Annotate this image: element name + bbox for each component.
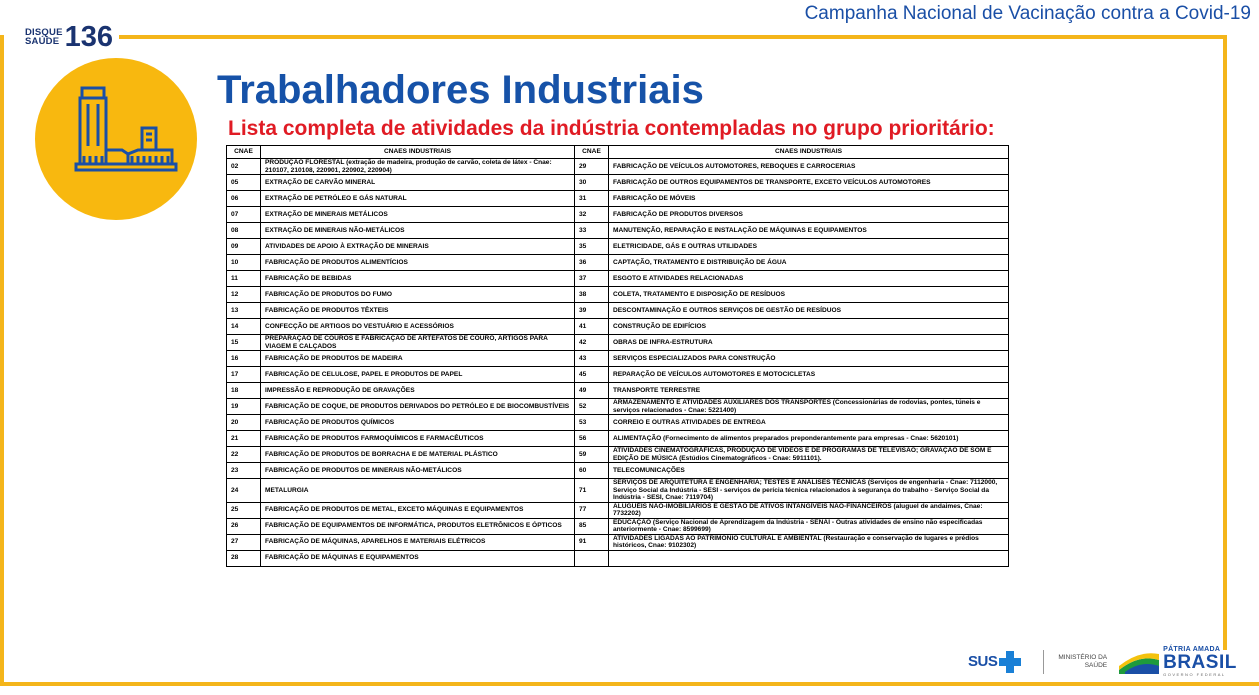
cnae-desc-right: ATIVIDADES LIGADAS AO PATRIMÔNIO CULTURAL E AMBIENTAL (Restauração e conservação de lugares e prédios históricos, Cnae: 9102302)	[609, 534, 1009, 550]
cnae-code-right: 36	[575, 255, 609, 271]
cnae-code-right: 52	[575, 399, 609, 415]
cnae-desc-right: ARMAZENAMENTO E ATIVIDADES AUXILIARES DOS TRANSPORTES (Concessionárias de rodovias, pontes, túneis e serviços relacionados - Cnae: 5221400)	[609, 399, 1009, 415]
header-cnaes-right: CNAES INDUSTRIAIS	[609, 146, 1009, 159]
logo-number: 136	[64, 21, 114, 53]
cnae-code-left: 26	[227, 518, 261, 534]
ministerio-line1: MINISTÉRIO DA	[1058, 653, 1108, 661]
cnae-code-left: 23	[227, 463, 261, 479]
cnae-code-left: 16	[227, 351, 261, 367]
cnae-desc-right	[609, 550, 1009, 566]
table-row	[227, 175, 1009, 191]
cnae-desc-right: REPARAÇÃO DE VEÍCULOS AUTOMOTORES E MOTOCICLETAS	[609, 367, 1009, 383]
cnae-desc-left: IMPRESSÃO E REPRODUÇÃO DE GRAVAÇÕES	[261, 383, 575, 399]
brasil-text: BRASIL	[1163, 652, 1237, 673]
table-row	[227, 223, 1009, 239]
cnae-desc-left: FABRICAÇÃO DE COQUE, DE PRODUTOS DERIVADOS DO PETRÓLEO E DE BIOCOMBUSTÍVEIS	[261, 399, 575, 415]
cnae-code-right: 43	[575, 351, 609, 367]
cnae-desc-left: FABRICAÇÃO DE EQUIPAMENTOS DE INFORMÁTICA, PRODUTOS ELETRÔNICOS E ÓPTICOS	[261, 518, 575, 534]
cnae-code-left: 14	[227, 319, 261, 335]
cnae-code-left: 24	[227, 479, 261, 503]
cnae-code-right: 30	[575, 175, 609, 191]
cnae-code-left: 20	[227, 415, 261, 431]
cnae-code-right: 77	[575, 502, 609, 518]
cnae-code-left: 02	[227, 159, 261, 175]
cnae-code-right: 49	[575, 383, 609, 399]
sus-logo	[968, 651, 1021, 673]
cnae-code-left: 27	[227, 534, 261, 550]
cnae-desc-left: CONFECÇÃO DE ARTIGOS DO VESTUÁRIO E ACESSÓRIOS	[261, 319, 575, 335]
cnae-code-right: 41	[575, 319, 609, 335]
cnae-code-left: 19	[227, 399, 261, 415]
cnae-code-right: 42	[575, 335, 609, 351]
cnae-code-left: 12	[227, 287, 261, 303]
disque-saude-logo	[25, 21, 119, 53]
cnae-desc-right: SERVIÇOS DE ARQUITETURA E ENGENHARIA; TESTES E ANÁLISES TÉCNICAS (Serviços de engenharia - Cnae: 7112000, Serviço Social da Indústria - SESI - serviços de perícia técnica relacionados à segurança do trabalho - Serviço Social da Indústria - SESI, Cnae: 7119704)	[609, 479, 1009, 503]
cnae-code-left: 07	[227, 207, 261, 223]
cnae-desc-left: FABRICAÇÃO DE CELULOSE, PAPEL E PRODUTOS DE PAPEL	[261, 367, 575, 383]
cnae-code-right: 32	[575, 207, 609, 223]
cnae-desc-left: EXTRAÇÃO DE PETRÓLEO E GÁS NATURAL	[261, 191, 575, 207]
frame-left-line	[0, 35, 4, 686]
table-row	[227, 255, 1009, 271]
cnae-code-right: 60	[575, 463, 609, 479]
table-row	[227, 415, 1009, 431]
governo-federal-text: GOVERNO FEDERAL	[1163, 672, 1226, 677]
cnae-code-right: 53	[575, 415, 609, 431]
patria-amada-text: PÁTRIA AMADA	[1163, 646, 1221, 653]
cnae-desc-left: FABRICAÇÃO DE PRODUTOS DE BORRACHA E DE MATERIAL PLÁSTICO	[261, 447, 575, 463]
cnae-desc-left: EXTRAÇÃO DE MINERAIS NÃO-METÁLICOS	[261, 223, 575, 239]
cnae-desc-left: FABRICAÇÃO DE PRODUTOS ALIMENTÍCIOS	[261, 255, 575, 271]
brasil-logo	[1119, 646, 1237, 677]
table-row	[227, 431, 1009, 447]
table-row	[227, 351, 1009, 367]
cnae-code-right: 56	[575, 431, 609, 447]
cnae-desc-right: TELECOMUNICAÇÕES	[609, 463, 1009, 479]
sus-text: SUS	[968, 653, 998, 670]
table-row	[227, 518, 1009, 534]
table-row	[227, 239, 1009, 255]
cnae-desc-right: FABRICAÇÃO DE MÓVEIS	[609, 191, 1009, 207]
cnae-code-right: 35	[575, 239, 609, 255]
cnae-desc-right: OBRAS DE INFRA-ESTRUTURA	[609, 335, 1009, 351]
cnae-desc-left: FABRICAÇÃO DE PRODUTOS QUÍMICOS	[261, 415, 575, 431]
cnae-code-left: 06	[227, 191, 261, 207]
cnae-desc-right: CORREIO E OUTRAS ATIVIDADES DE ENTREGA	[609, 415, 1009, 431]
cnae-desc-left: FABRICAÇÃO DE BEBIDAS	[261, 271, 575, 287]
cnae-desc-right: CONSTRUÇÃO DE EDIFÍCIOS	[609, 319, 1009, 335]
cnae-desc-right: ESGOTO E ATIVIDADES RELACIONADAS	[609, 271, 1009, 287]
table-row	[227, 502, 1009, 518]
table-header-row	[227, 146, 1009, 159]
cnae-code-left: 10	[227, 255, 261, 271]
table-row	[227, 159, 1009, 175]
cnae-code-right: 91	[575, 534, 609, 550]
cnae-code-left: 09	[227, 239, 261, 255]
table-row	[227, 207, 1009, 223]
table-row	[227, 367, 1009, 383]
cnae-desc-right: TRANSPORTE TERRESTRE	[609, 383, 1009, 399]
cnae-desc-right: FABRICAÇÃO DE OUTROS EQUIPAMENTOS DE TRANSPORTE, EXCETO VEÍCULOS AUTOMOTORES	[609, 175, 1009, 191]
cnae-code-right: 85	[575, 518, 609, 534]
cnae-desc-left: FABRICAÇÃO DE PRODUTOS TÊXTEIS	[261, 303, 575, 319]
table-row	[227, 383, 1009, 399]
table-row	[227, 534, 1009, 550]
page-subtitle: Lista completa de atividades da indústria contempladas no grupo prioritário:	[228, 117, 995, 140]
cnae-desc-right: DESCONTAMINAÇÃO E OUTROS SERVIÇOS DE GESTÃO DE RESÍDUOS	[609, 303, 1009, 319]
cnae-code-right: 45	[575, 367, 609, 383]
cnae-code-right: 29	[575, 159, 609, 175]
cnae-desc-left: PREPARAÇÃO DE COUROS E FABRICAÇÃO DE ARTEFATOS DE COURO, ARTIGOS PARA VIAGEM E CALÇADOS	[261, 335, 575, 351]
cnae-desc-right: FABRICAÇÃO DE PRODUTOS DIVERSOS	[609, 207, 1009, 223]
cnae-desc-left: PRODUÇÃO FLORESTAL (extração de madeira, produção de carvão, coleta de látex - Cnae: 210107, 210108, 220901, 220902, 220904)	[261, 159, 575, 175]
table-row	[227, 447, 1009, 463]
header-cnae-right: CNAE	[575, 146, 609, 159]
cnae-table	[226, 145, 1009, 567]
cnae-code-left: 13	[227, 303, 261, 319]
table-row	[227, 319, 1009, 335]
cnae-code-right: 31	[575, 191, 609, 207]
cnae-code-right: 38	[575, 287, 609, 303]
cnae-desc-left: EXTRAÇÃO DE CARVÃO MINERAL	[261, 175, 575, 191]
frame-top-line	[118, 35, 1227, 39]
page-title: Trabalhadores Industriais	[217, 68, 704, 112]
cnae-desc-left: ATIVIDADES DE APOIO À EXTRAÇÃO DE MINERAIS	[261, 239, 575, 255]
cnae-desc-right: COLETA, TRATAMENTO E DISPOSIÇÃO DE RESÍDUOS	[609, 287, 1009, 303]
frame-bottom-line	[0, 682, 1259, 686]
factory-icon	[72, 80, 182, 190]
brasil-flag-icon	[1119, 650, 1159, 674]
sus-cross-icon	[999, 651, 1021, 673]
header-cnae-left: CNAE	[227, 146, 261, 159]
cnae-desc-left: FABRICAÇÃO DE PRODUTOS DO FUMO	[261, 287, 575, 303]
table-row	[227, 399, 1009, 415]
footer-divider	[1043, 650, 1044, 674]
cnae-desc-left: EXTRAÇÃO DE MINERAIS METÁLICOS	[261, 207, 575, 223]
table-row	[227, 287, 1009, 303]
cnae-desc-right: EDUCAÇÃO (Serviço Nacional de Aprendizagem da Indústria - SENAI - Outras atividades de ensino não especificadas anteriormente - Cnae: 8599699)	[609, 518, 1009, 534]
cnae-desc-right: MANUTENÇÃO, REPARAÇÃO E INSTALAÇÃO DE MÁQUINAS E EQUIPAMENTOS	[609, 223, 1009, 239]
cnae-desc-left: FABRICAÇÃO DE PRODUTOS FARMOQUÍMICOS E FARMACÊUTICOS	[261, 431, 575, 447]
frame-right-line	[1223, 35, 1227, 650]
table-row	[227, 463, 1009, 479]
cnae-desc-right: ALUGUÉIS NÃO-IMOBILIÁRIOS E GESTÃO DE ATIVOS INTANGÍVEIS NÃO-FINANCEIROS (aluguel de andaimes, Cnae: 7732202)	[609, 502, 1009, 518]
cnae-desc-left: FABRICAÇÃO DE MÁQUINAS, APARELHOS E MATERIAIS ELÉTRICOS	[261, 534, 575, 550]
ministerio-line2: SAÚDE	[1084, 661, 1108, 669]
cnae-desc-right: CAPTAÇÃO, TRATAMENTO E DISTRIBUIÇÃO DE ÁGUA	[609, 255, 1009, 271]
table-row	[227, 271, 1009, 287]
cnae-code-left: 28	[227, 550, 261, 566]
cnae-code-right	[575, 550, 609, 566]
footer-logos	[968, 646, 1237, 677]
cnae-code-right: 37	[575, 271, 609, 287]
cnae-desc-left: FABRICAÇÃO DE PRODUTOS DE METAL, EXCETO MÁQUINAS E EQUIPAMENTOS	[261, 502, 575, 518]
cnae-desc-right: SERVIÇOS ESPECIALIZADOS PARA CONSTRUÇÃO	[609, 351, 1009, 367]
cnae-code-left: 08	[227, 223, 261, 239]
cnae-code-left: 25	[227, 502, 261, 518]
table-row	[227, 303, 1009, 319]
cnae-code-right: 71	[575, 479, 609, 503]
cnae-desc-right: ATIVIDADES CINEMATOGRÁFICAS, PRODUÇÃO DE VÍDEOS E DE PROGRAMAS DE TELEVISÃO; GRAVAÇÃO DE SOM E EDIÇÃO DE MÚSICA (Estúdios Cinematográficos - Cnae: 5911101).	[609, 447, 1009, 463]
cnae-code-right: 33	[575, 223, 609, 239]
cnae-code-left: 21	[227, 431, 261, 447]
table-row	[227, 550, 1009, 566]
table-row	[227, 191, 1009, 207]
cnae-desc-left: FABRICAÇÃO DE PRODUTOS DE MADEIRA	[261, 351, 575, 367]
cnae-code-right: 39	[575, 303, 609, 319]
cnae-desc-left: METALURGIA	[261, 479, 575, 503]
cnae-desc-right: FABRICAÇÃO DE VEÍCULOS AUTOMOTORES, REBOQUES E CARROCERIAS	[609, 159, 1009, 175]
cnae-desc-left: FABRICAÇÃO DE MÁQUINAS E EQUIPAMENTOS	[261, 550, 575, 566]
header-cnaes-left: CNAES INDUSTRIAIS	[261, 146, 575, 159]
ministerio-logo	[1058, 654, 1107, 670]
cnae-code-left: 22	[227, 447, 261, 463]
table-row	[227, 479, 1009, 503]
cnae-desc-right: ELETRICIDADE, GÁS E OUTRAS UTILIDADES	[609, 239, 1009, 255]
cnae-code-left: 17	[227, 367, 261, 383]
cnae-code-left: 11	[227, 271, 261, 287]
cnae-code-right: 59	[575, 447, 609, 463]
table-row	[227, 335, 1009, 351]
campaign-title: Campanha Nacional de Vacinação contra a Covid-19	[804, 3, 1251, 24]
cnae-code-left: 18	[227, 383, 261, 399]
cnae-code-left: 15	[227, 335, 261, 351]
cnae-code-left: 05	[227, 175, 261, 191]
cnae-desc-left: FABRICAÇÃO DE PRODUTOS DE MINERAIS NÃO-METÁLICOS	[261, 463, 575, 479]
cnae-desc-right: ALIMENTAÇÃO (Fornecimento de alimentos preparados preponderantemente para empresas - Cnae: 5620101)	[609, 431, 1009, 447]
logo-saude-text: SAÚDE	[25, 36, 60, 47]
logo-disque-text: DISQUE	[25, 27, 63, 38]
